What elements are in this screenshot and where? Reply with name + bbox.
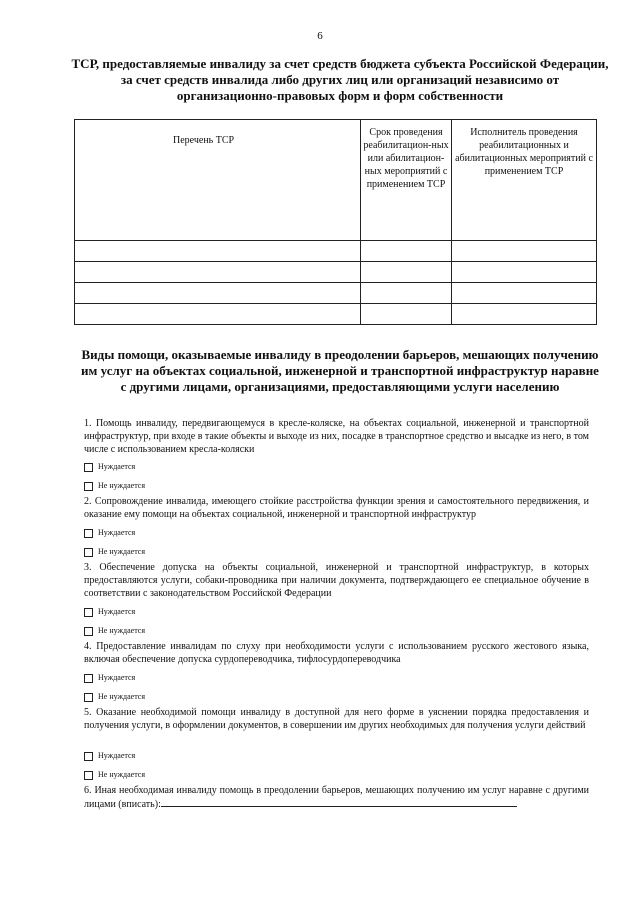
help-item-2-needed[interactable]: Нуждается: [84, 528, 135, 538]
help-item-6-text: 6. Иная необходимая инвалиду помощь в преодолении барьеров, мешающих получению им услуг наравне с другими лицами (вписать):: [84, 785, 589, 810]
help-item-2-text: 2. Сопровождение инвалида, имеющего стойкие расстройства функции зрения и самостоятельного передвижения, и оказание ему помощи на объектах социальной, инженерной и транспортной инфраструктур: [84, 496, 589, 520]
checkbox-icon[interactable]: [84, 608, 93, 617]
table-cell[interactable]: [361, 283, 452, 304]
help-item-2-not-needed[interactable]: Не нуждается: [84, 547, 145, 557]
help-item-6-input-line[interactable]: [161, 797, 517, 807]
tsr-section-title: ТСР, предоставляемые инвалиду за счет средств бюджета субъекта Российской Федерации, за счет средств инвалида либо других лиц или организаций независимо от организационно-правовых форм и форм собственности: [71, 56, 609, 103]
help-item-4-needed[interactable]: Нуждается: [84, 673, 135, 683]
table-cell[interactable]: [452, 262, 597, 283]
tsr-table: [74, 119, 597, 325]
table-row: [75, 283, 597, 304]
page-number: 6: [317, 30, 323, 42]
help-item-1-not-needed[interactable]: Не нуждается: [84, 481, 145, 491]
checkbox-icon[interactable]: [84, 771, 93, 780]
checkbox-icon[interactable]: [84, 548, 93, 557]
table-cell[interactable]: [361, 304, 452, 325]
checkbox-icon[interactable]: [84, 463, 93, 472]
help-item-3-text: 3. Обеспечение допуска на объекты социальной, инженерной и транспортной инфраструктур, в которых предоставляются услуги, собаки-проводника при наличии документа, подтверждающего ее специальное обучение в соответствии с законодательством Российской Федерации: [84, 562, 589, 599]
table-row: [75, 304, 597, 325]
help-item-3-needed[interactable]: Нуждается: [84, 607, 135, 617]
help-item-6: [84, 784, 589, 811]
table-cell[interactable]: [75, 304, 361, 325]
header-tsr-list: Перечень ТСР: [75, 120, 361, 241]
header-executor: Исполнитель проведения реабилитационных и абилитационных мероприятий с применением ТСР: [452, 120, 597, 241]
help-item-1-needed[interactable]: Нуждается: [84, 462, 135, 472]
checkbox-icon[interactable]: [84, 627, 93, 636]
help-item-5-not-needed[interactable]: Не нуждается: [84, 770, 145, 780]
table-row: [75, 241, 597, 262]
table-header-row: [75, 120, 597, 241]
checkbox-icon[interactable]: [84, 693, 93, 702]
help-item-3-not-needed[interactable]: Не нуждается: [84, 626, 145, 636]
help-item-5-text: 5. Оказание необходимой помощи инвалиду в доступной для него форме в уяснении порядка предоставления и получения услуги, в оформлении документов, в совершении им других необходимых для получения услуги действий: [84, 707, 589, 731]
table-cell[interactable]: [75, 283, 361, 304]
checkbox-icon[interactable]: [84, 529, 93, 538]
help-item-5-needed[interactable]: Нуждается: [84, 751, 135, 761]
table-cell[interactable]: [361, 241, 452, 262]
table-cell[interactable]: [75, 241, 361, 262]
header-term: Срок проведения реабилитацион-ных или абилитацион-ных мероприятий с применением ТСР: [361, 120, 452, 241]
help-section-title: Виды помощи, оказываемые инвалиду в преодолении барьеров, мешающих получению им услуг на объектах социальной, инженерной и транспортной инфраструктур наравне с другими лицами, организациями, предоставляющими услуги населению: [81, 347, 599, 394]
help-item-1-text: 1. Помощь инвалиду, передвигающемуся в кресле-коляске, на объектах социальной, инженерной и транспортной инфраструктур, при входе в такие объекты и выходе из них, посадке в транспортное средство и высадке из него, в том числе с использованием кресла-коляски: [84, 418, 589, 455]
checkbox-icon[interactable]: [84, 674, 93, 683]
table-cell[interactable]: [361, 262, 452, 283]
table-row: [75, 262, 597, 283]
table-cell[interactable]: [452, 283, 597, 304]
table-cell[interactable]: [75, 262, 361, 283]
help-item-4-not-needed[interactable]: Не нуждается: [84, 692, 145, 702]
checkbox-icon[interactable]: [84, 752, 93, 761]
help-item-4-text: 4. Предоставление инвалидам по слуху при необходимости услуги с использованием русского жестового языка, включая обеспечение допуска сурдопереводчика, тифлосурдопереводчика: [84, 641, 589, 665]
table-cell[interactable]: [452, 241, 597, 262]
checkbox-icon[interactable]: [84, 482, 93, 491]
table-cell[interactable]: [452, 304, 597, 325]
